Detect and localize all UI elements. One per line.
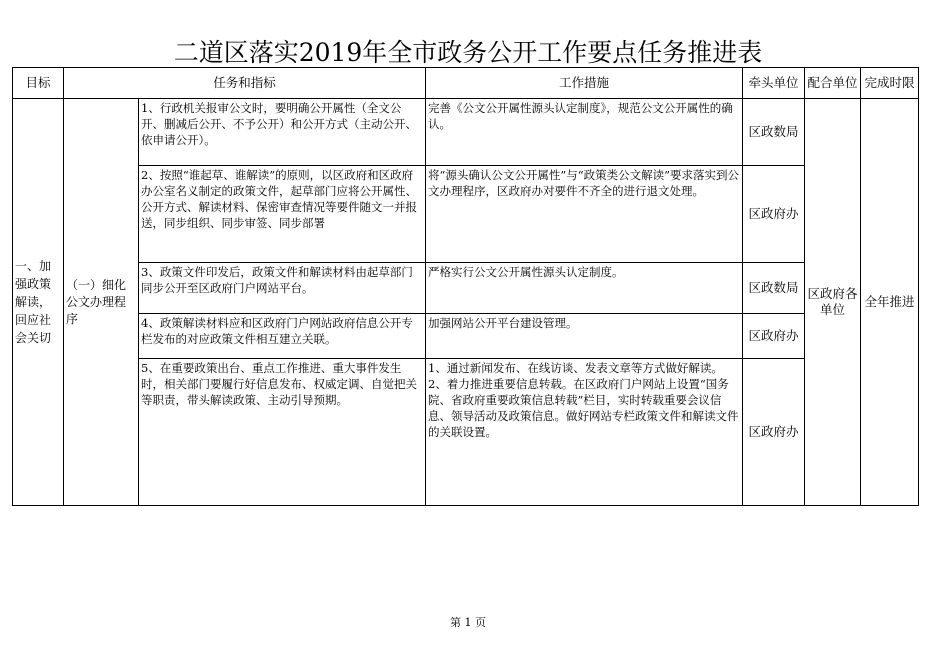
- header-goal: 目标: [13, 68, 64, 99]
- lead-cell: 区政府办: [743, 359, 805, 506]
- header-lead: 牵头单位: [743, 68, 805, 99]
- table-row: [13, 263, 919, 314]
- deadline-cell: 全年推进: [861, 99, 919, 506]
- task-cell: 1、行政机关报审公文时，要明确公开属性（全文公开、删减后公开、不予公开）和公开方式（主动公开、依申请公开）。: [139, 99, 426, 166]
- subgoal-cell: （一）细化公文办理程序: [64, 99, 139, 506]
- task-table: [12, 67, 919, 506]
- measure-cell: 严格实行公文公开属性源头认定制度。: [426, 263, 743, 314]
- table-row: [13, 359, 919, 506]
- measure-cell: 加强网站公开平台建设管理。: [426, 314, 743, 359]
- lead-cell: 区政数局: [743, 263, 805, 314]
- lead-cell: 区政数局: [743, 99, 805, 166]
- measure-cell: 完善《公文公开属性源头认定制度》，规范公文公开属性的确认。: [426, 99, 743, 166]
- page-title: 二道区落实2019年全市政务公开工作要点任务推进表: [173, 38, 763, 67]
- goal-cell: 一、加强政策解读，回应社会关切: [13, 99, 64, 506]
- measure-cell: [426, 359, 743, 506]
- header-measure: 工作措施: [426, 68, 743, 99]
- lead-cell: 区政府办: [743, 314, 805, 359]
- lead-cell: 区政府办: [743, 166, 805, 263]
- header-task: 任务和指标: [64, 68, 426, 99]
- header-row: [13, 68, 919, 99]
- task-cell: 2、按照“谁起草、谁解读”的原则，以区政府和区政府办公室名义制定的政策文件，起草部门应将公开属性、公开方式、解读材料、保密审查情况等要件随文一并报送，同步组织、同步审签、同步部署: [139, 166, 426, 263]
- measure-line: 2、着力推进重要信息转载。在区政府门户网站上设置“国务院、省政府重要政策信息转载”栏目，实时转载重要会议信息、领导活动及政策信息。做好网站专栏政策文件和解读文件的关联设置。: [428, 377, 739, 439]
- partner-cell: 区政府各单位: [805, 99, 861, 506]
- header-partner: 配合单位: [805, 68, 861, 99]
- header-deadline: 完成时限: [861, 68, 919, 99]
- task-cell: 3、政策文件印发后，政策文件和解读材料由起草部门同步公开至区政府门户网站平台。: [139, 263, 426, 314]
- page-number: 第 1 页: [450, 616, 486, 629]
- measure-line: 1、通过新闻发布、在线访谈、发表文章等方式做好解读。: [428, 361, 723, 375]
- table-row: [13, 166, 919, 263]
- measure-cell: 将“源头确认公文公开属性”与“政策类公文解读”要求落实到公文办理程序，区政府办对要件不齐全的进行退文处理。: [426, 166, 743, 263]
- table-row: [13, 314, 919, 359]
- table-row: [13, 99, 919, 166]
- task-cell: 5、在重要政策出台、重点工作推进、重大事件发生时，相关部门要履行好信息发布、权威定调、自觉把关等职责，带头解读政策、主动引导预期。: [139, 359, 426, 506]
- task-cell: 4、政策解读材料应和区政府门户网站政府信息公开专栏发布的对应政策文件相互建立关联。: [139, 314, 426, 359]
